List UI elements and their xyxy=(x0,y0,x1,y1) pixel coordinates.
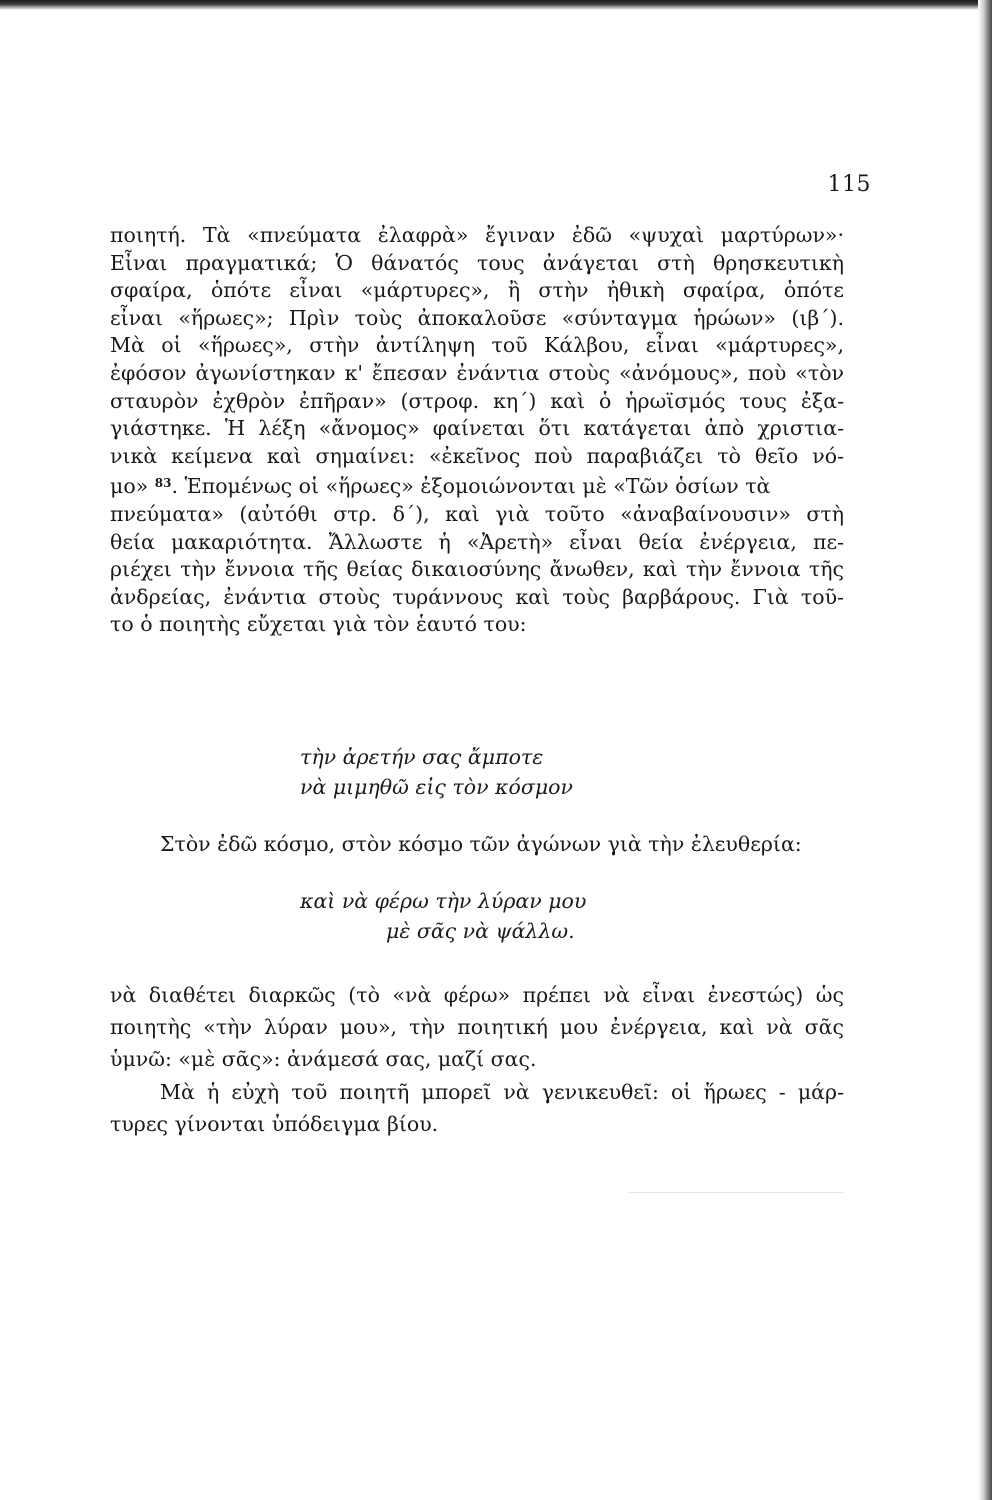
text-line: θεία μακαριότητα. Ἄλλωστε ἡ «Ἀρετὴ» εἶναι θεία ἐνέργεια, πε- xyxy=(110,529,844,554)
footnote-divider xyxy=(628,1192,844,1193)
page-top-edge xyxy=(0,0,992,10)
footnote-reference: 83 xyxy=(154,476,172,491)
verse-line: καὶ νὰ φέρω τὴν λύραν μου xyxy=(300,889,587,913)
verse-quote-1 xyxy=(300,742,573,802)
text-line: Εἶναι πραγματικά; Ὁ θάνατός τους ἀνάγεται στὴ θρησκευτικὴ xyxy=(110,250,844,275)
text-line: ριέχει τὴν ἔννοια τῆς θείας δικαιοσύνης ἄνωθεν, καὶ τὴν ἔννοια τῆς xyxy=(110,557,844,582)
text-line: Μὰ ἡ εὐχὴ τοῦ ποιητῆ μπορεῖ νὰ γενικευθεῖ: οἱ ἥρωες - μάρ- xyxy=(160,1080,844,1104)
text-line: νικὰ κείμενα καὶ σημαίνει: «ἐκεῖνος ποὺ παραβιάζει τὸ θεῖο νό- xyxy=(110,443,844,468)
page-number: 115 xyxy=(827,172,871,197)
text-line: σφαίρα, ὁπότε εἶναι «μάρτυρες», ἢ στὴν ἠθικὴ σφαίρα, ὁπότε xyxy=(110,278,844,303)
verse-quote-2 xyxy=(300,886,586,946)
page-right-edge xyxy=(978,0,992,1500)
text-line: ποιητὴς «τὴν λύραν μου», τὴν ποιητική μου ἐνέργεια, καὶ νὰ σᾶς xyxy=(110,1015,844,1039)
verse-line: τὴν ἀρετήν σας ἄμποτε xyxy=(300,745,544,769)
verse-line: νὰ μιμηθῶ εἰς τὸν κόσμον xyxy=(300,775,573,799)
text-line: το ὁ ποιητὴς εὔχεται γιὰ τὸν ἑαυτό του: xyxy=(110,612,527,637)
main-text xyxy=(110,222,844,639)
paragraph-2 xyxy=(110,831,844,859)
text-line: ἀνδρείας, ἐνάντια στοὺς τυράννους καὶ τοὺς βαρβάρους. Γιὰ τοῦ- xyxy=(110,584,844,609)
text-line: ποιητή. Τὰ «πνεύματα ἐλαφρὰ» ἔγιναν ἐδῶ «ψυχαὶ μαρτύρων»· xyxy=(110,223,844,247)
text-line: εἶναι «ἥρωες»; Πρὶν τοὺς ἀποκαλοῦσε «σύνταγμα ἡρώων» (ιβ΄). xyxy=(110,305,844,330)
text-line: ἐφόσον ἀγωνίστηκαν κ' ἔπεσαν ἐνάντια στοὺς «ἀνόμους», ποὺ «τὸν xyxy=(110,360,844,385)
paragraph-4 xyxy=(110,1076,844,1140)
text-line: σταυρὸν ἐχθρὸν ἐπῆραν» (στροφ. κη΄) καὶ ὁ ἡρωϊσμός τους ἐξα- xyxy=(110,388,844,413)
paragraph-3 xyxy=(110,979,844,1075)
text-line: ὑμνῶ: «μὲ σᾶς»: ἀνάμεσά σας, μαζί σας. xyxy=(110,1047,537,1071)
text-line-with-footnote xyxy=(110,470,844,501)
text-line: γιάστηκε. Ἡ λέξη «ἄνομος» φαίνεται ὅτι κατάγεται ἀπὸ χριστια- xyxy=(110,416,844,441)
verse-line: μὲ σᾶς νὰ ψάλλω. xyxy=(386,919,575,943)
text-fragment: μο» xyxy=(110,474,149,499)
text-line: νὰ διαθέτει διαρκῶς (τὸ «νὰ φέρω» πρέπει νὰ εἶναι ἐνεστώς) ὡς xyxy=(110,983,844,1007)
text-line: πνεύματα» (αὐτόθι στρ. δ΄), καὶ γιὰ τοῦτο «ἀναβαίνουσιν» στὴ xyxy=(110,501,844,526)
text-line: Μὰ οἱ «ἥρωες», στὴν ἀντίληψη τοῦ Κάλβου, εἶναι «μάρτυρες», xyxy=(110,333,844,358)
text-line: τυρες γίνονται ὑπόδειγμα βίου. xyxy=(110,1112,439,1136)
text-line: Στὸν ἐδῶ κόσμο, στὸν κόσμο τῶν ἀγώνων γιὰ τὴν ἐλευθερία: xyxy=(160,832,802,856)
text-fragment: . Ἑπομένως οἱ «ἥρωες» ἐξομοιώνονται μὲ «Τῶν ὁσίων τὰ xyxy=(171,474,771,499)
